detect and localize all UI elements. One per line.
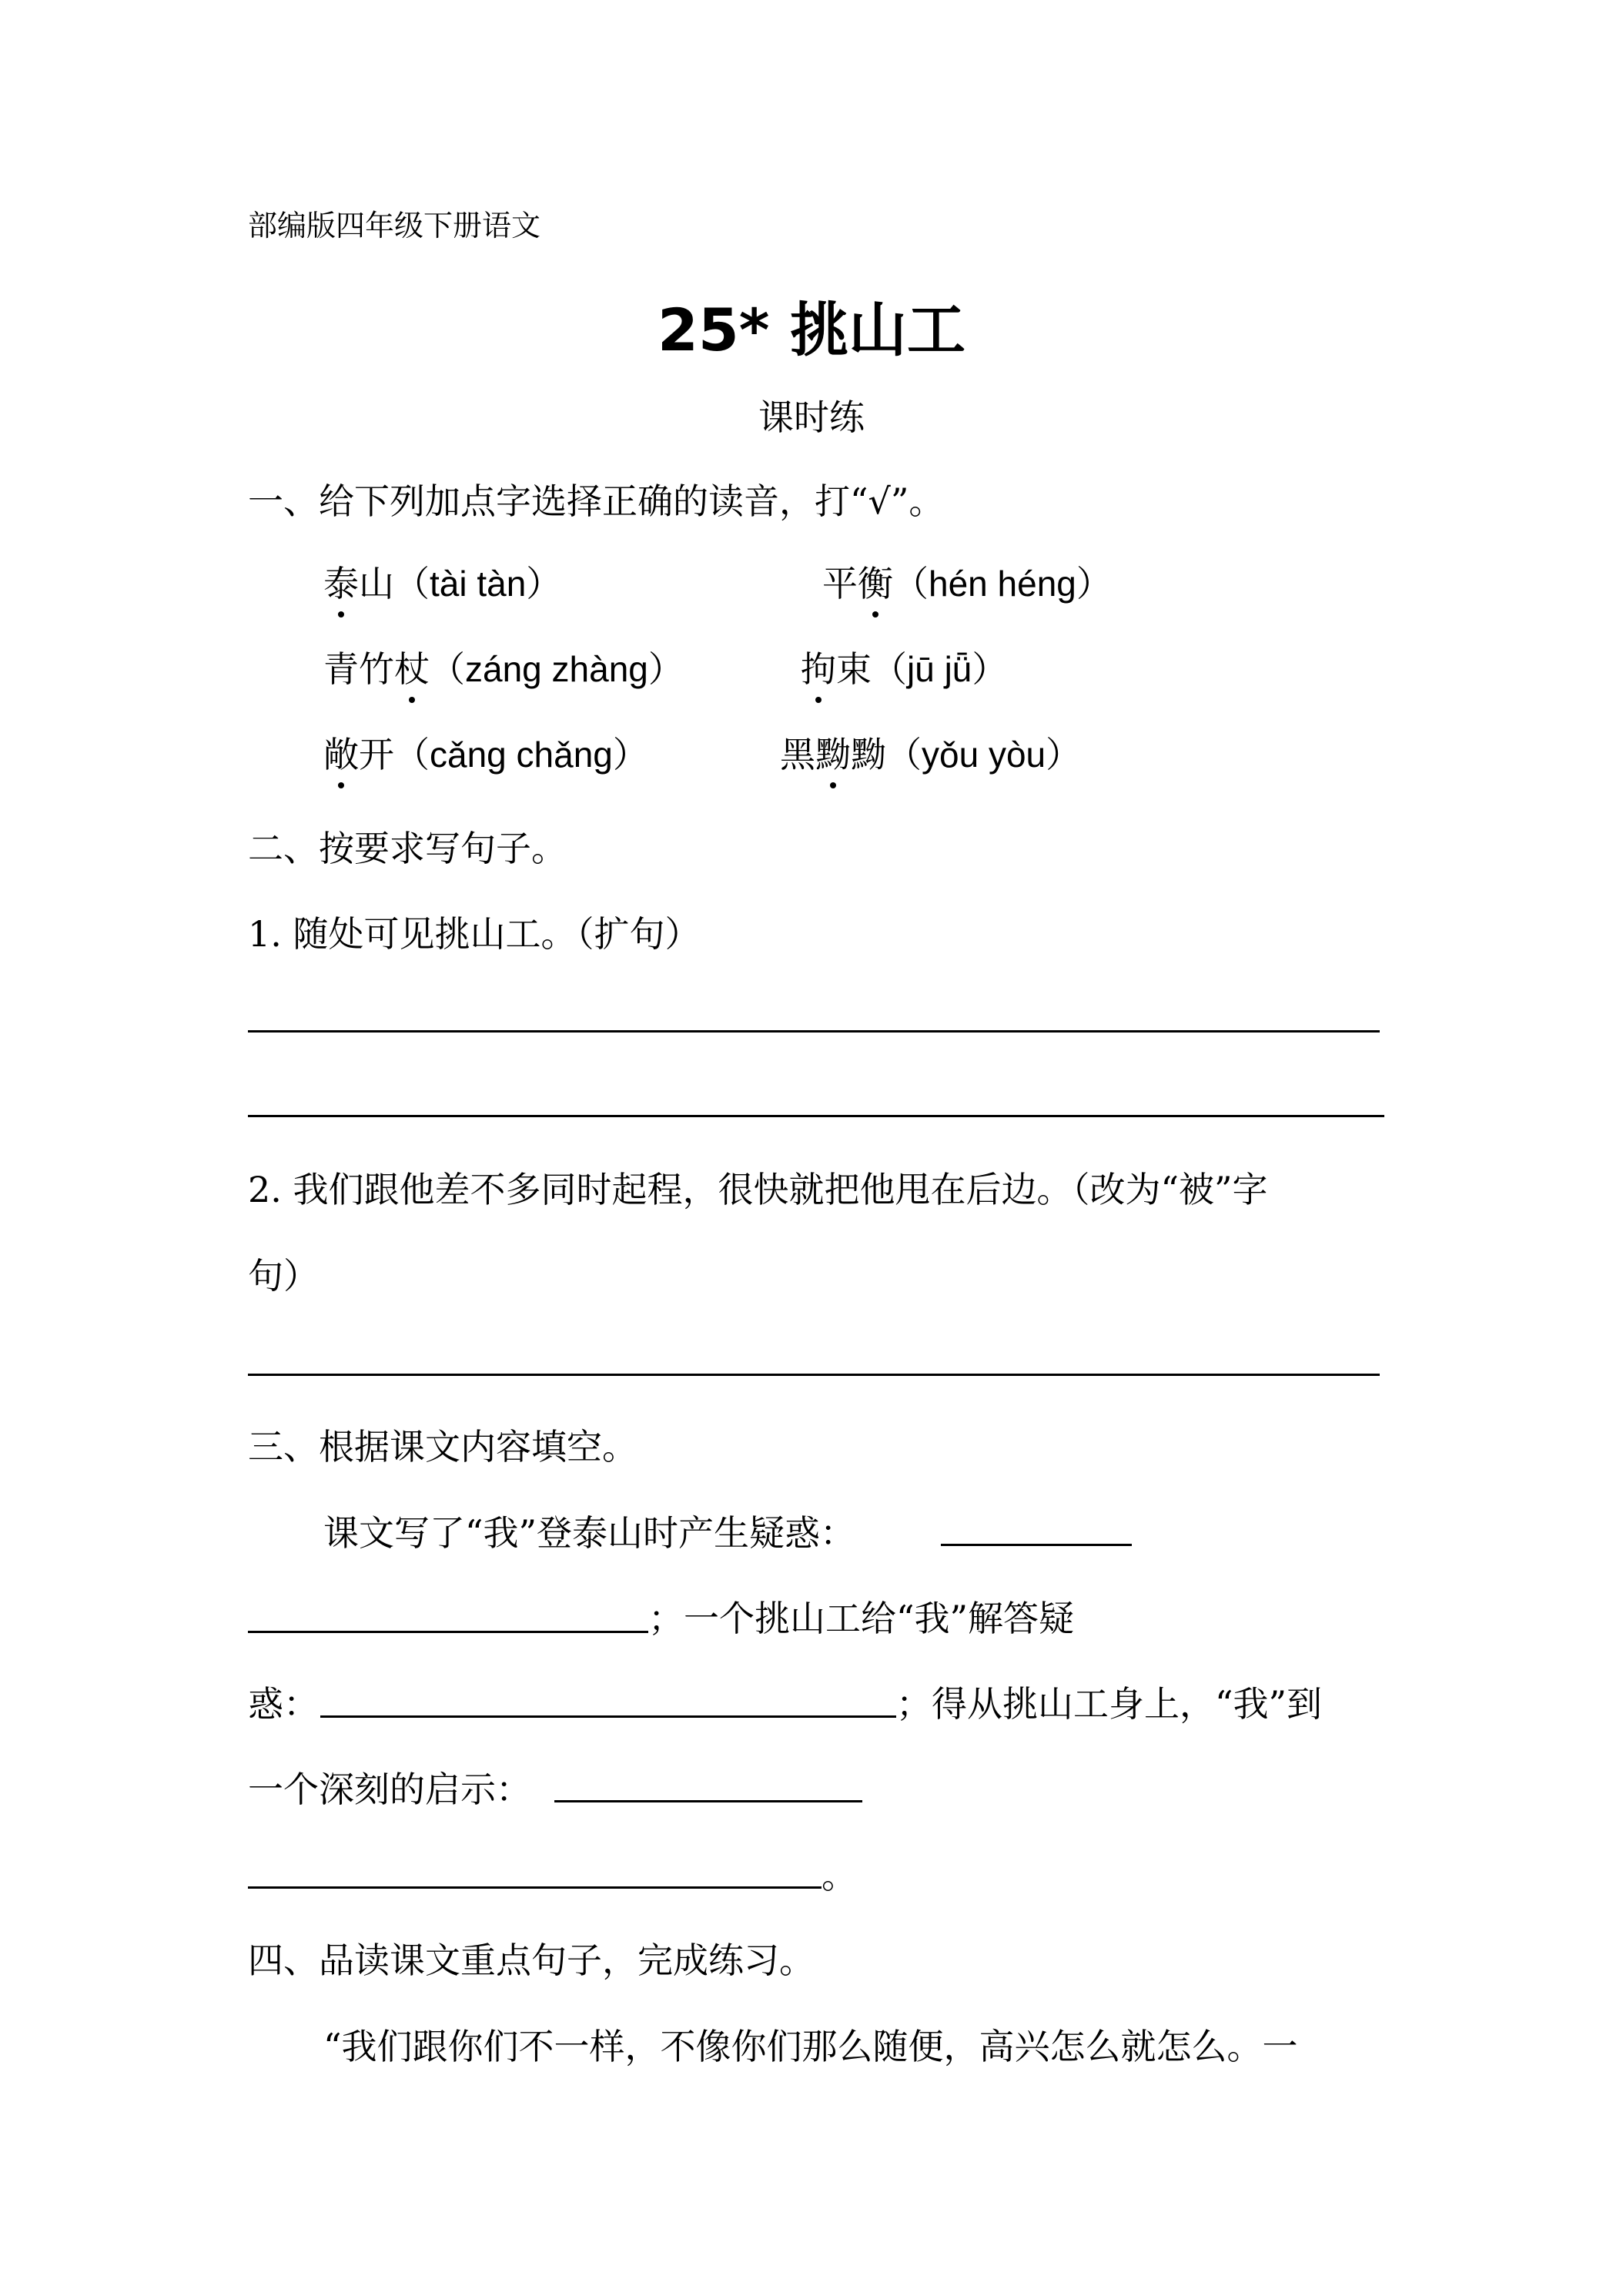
blank-line[interactable] xyxy=(248,1631,648,1633)
section2-heading: 二、按要求写句子。 xyxy=(248,828,567,869)
pinyin-options: （hén héng） xyxy=(893,564,1112,604)
section4-heading: 四、品读课文重点句子，完成练习。 xyxy=(248,1940,815,1981)
section3-heading: 三、根据课文内容填空。 xyxy=(248,1426,637,1468)
dotted-character: 拘 xyxy=(801,641,836,692)
item-text-after: 束 xyxy=(836,648,872,690)
answer-line[interactable] xyxy=(248,1030,1380,1033)
blank-line[interactable] xyxy=(248,1886,822,1889)
blank-line[interactable] xyxy=(554,1800,862,1802)
fill-text: 课文写了“我”登泰山时产生疑惑： xyxy=(323,1512,856,1554)
pinyin-item xyxy=(323,727,648,778)
dotted-character: 敞 xyxy=(323,727,359,778)
pinyin-item xyxy=(780,727,1081,778)
answer-line[interactable] xyxy=(248,1115,1384,1117)
pinyin-options: （jū jǖ） xyxy=(872,649,1008,689)
fill-text: 惑： xyxy=(248,1683,319,1725)
pinyin-item xyxy=(822,556,1112,607)
item-text-before: 黑 xyxy=(780,734,815,775)
item-text-after: 山 xyxy=(359,563,394,604)
pinyin-item xyxy=(323,556,561,607)
document-header: 部编版四年级下册语文 xyxy=(248,209,541,243)
fill-text-period: 。 xyxy=(822,1855,857,1896)
pinyin-item xyxy=(801,641,1007,692)
dotted-character: 杖 xyxy=(394,641,430,692)
pinyin-item xyxy=(323,641,684,692)
blank-line[interactable] xyxy=(320,1715,896,1718)
quote-text: “我们跟你们不一样，不像你们那么随便，高兴怎么就怎么。一 xyxy=(323,2026,1298,2067)
answer-line[interactable] xyxy=(248,1374,1380,1376)
section1-heading: 一、给下列加点字选择正确的读音，打“√”。 xyxy=(248,480,945,522)
pinyin-options: （yǒu yòu） xyxy=(886,735,1082,775)
page-subtitle: 课时练 xyxy=(758,397,865,438)
pinyin-options: （tài tàn） xyxy=(394,564,562,604)
blank-line[interactable] xyxy=(941,1544,1132,1546)
dotted-character: 黝 xyxy=(815,727,851,778)
pinyin-options: （cǎnɡ chǎnɡ） xyxy=(394,735,648,775)
question-1: 1. 随处可见挑山工。（扩句） xyxy=(248,913,701,955)
item-text-before: 平 xyxy=(822,563,858,604)
item-text-before: 青竹 xyxy=(323,648,394,690)
pinyin-options: （zánɡ zhànɡ） xyxy=(430,649,684,689)
item-text-after: 黝 xyxy=(851,734,886,775)
dotted-character: 泰 xyxy=(323,556,359,607)
fill-text: 一个深刻的启示： xyxy=(248,1769,531,1810)
dotted-character: 衡 xyxy=(858,556,893,607)
question-2: 2. 我们跟他差不多同时起程，很快就把他甩在后边。（改为“被”字 xyxy=(248,1169,1268,1210)
fill-text: ；得从挑山工身上，“我”到 xyxy=(896,1683,1323,1725)
item-text-after: 开 xyxy=(359,734,394,775)
question-2-continued: 句） xyxy=(248,1255,319,1297)
page-title: 25* 挑山工 xyxy=(658,296,965,364)
fill-text: ；一个挑山工给“我”解答疑 xyxy=(648,1598,1075,1639)
